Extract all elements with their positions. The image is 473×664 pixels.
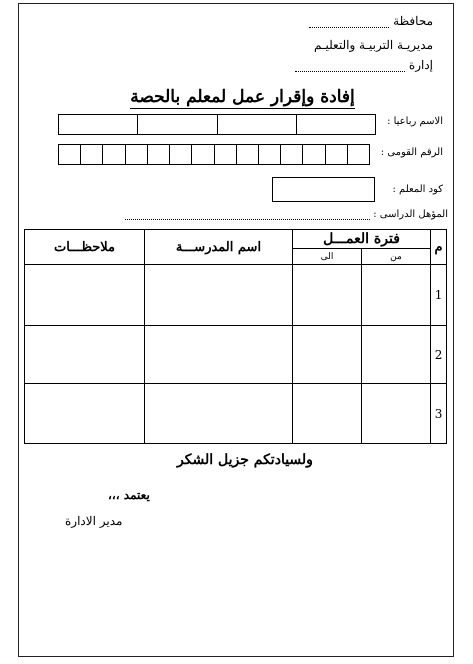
notes-cell[interactable] [25, 265, 145, 326]
school-name-cell[interactable] [145, 326, 293, 384]
to-cell[interactable] [293, 384, 362, 444]
national-id-field[interactable] [58, 144, 370, 165]
to-cell[interactable] [293, 326, 362, 384]
closing-thanks: ولسيادتكم جزيل الشكر [177, 452, 313, 468]
table-row [25, 326, 447, 384]
national-id-digit[interactable] [303, 145, 325, 164]
director-signature-label: مدير الادارة [65, 514, 123, 528]
qualification-line [125, 209, 448, 220]
national-id-digit[interactable] [281, 145, 303, 164]
national-id-digit[interactable] [326, 145, 348, 164]
national-id-digit[interactable] [348, 145, 369, 164]
governorate-label: محافظة [393, 14, 433, 28]
notes-header: ملاحظـــات [25, 230, 145, 265]
row-index: 2 [431, 326, 447, 384]
name-label: الاسم رباعيا : [387, 116, 443, 127]
approval-text: يعتمد ،،، [108, 488, 150, 502]
directorate-line [314, 38, 433, 52]
work-period-header: فترة العمـــل [293, 230, 431, 249]
teacher-code-field[interactable] [272, 177, 375, 202]
national-id-digit[interactable] [259, 145, 281, 164]
name-field[interactable] [58, 114, 376, 135]
administration-label: إدارة [408, 58, 433, 72]
qualification-value[interactable] [125, 219, 370, 220]
national-id-digit[interactable] [59, 145, 81, 164]
notes-cell[interactable] [25, 384, 145, 444]
governorate-value[interactable] [309, 27, 389, 28]
national-id-label: الرقم القومى : [380, 147, 443, 158]
national-id-digit[interactable] [170, 145, 192, 164]
from-header: من [362, 249, 431, 265]
table-row [25, 265, 447, 326]
qualification-label: المؤهل الدراسى : [373, 209, 448, 220]
name-part-2[interactable] [218, 115, 297, 134]
teacher-code-label: كود المعلم : [392, 184, 443, 195]
name-part-3[interactable] [138, 115, 217, 134]
index-header: م [431, 230, 447, 265]
table-row [25, 384, 447, 444]
administration-value[interactable] [295, 71, 405, 72]
from-cell[interactable] [362, 384, 431, 444]
national-id-digit[interactable] [192, 145, 214, 164]
name-part-4[interactable] [59, 115, 138, 134]
school-name-header: اسم المدرســـة [145, 230, 293, 265]
national-id-digit[interactable] [237, 145, 259, 164]
to-cell[interactable] [293, 265, 362, 326]
governorate-line [309, 14, 433, 28]
national-id-digit[interactable] [103, 145, 125, 164]
work-table [24, 229, 447, 444]
school-name-cell[interactable] [145, 265, 293, 326]
page-title: إفادة وإقرار عمل لمعلم بالحصة [130, 87, 355, 107]
national-id-digit[interactable] [126, 145, 148, 164]
school-name-cell[interactable] [145, 384, 293, 444]
to-header: الى [293, 249, 362, 265]
notes-cell[interactable] [25, 326, 145, 384]
row-index: 1 [431, 265, 447, 326]
directorate-label: مديريـة التربيـة والتعليـم [313, 38, 433, 52]
from-cell[interactable] [362, 265, 431, 326]
from-cell[interactable] [362, 326, 431, 384]
row-index: 3 [431, 384, 447, 444]
national-id-digit[interactable] [81, 145, 103, 164]
national-id-digit[interactable] [215, 145, 237, 164]
national-id-digit[interactable] [148, 145, 170, 164]
name-part-1[interactable] [297, 115, 375, 134]
administration-line [295, 58, 433, 72]
